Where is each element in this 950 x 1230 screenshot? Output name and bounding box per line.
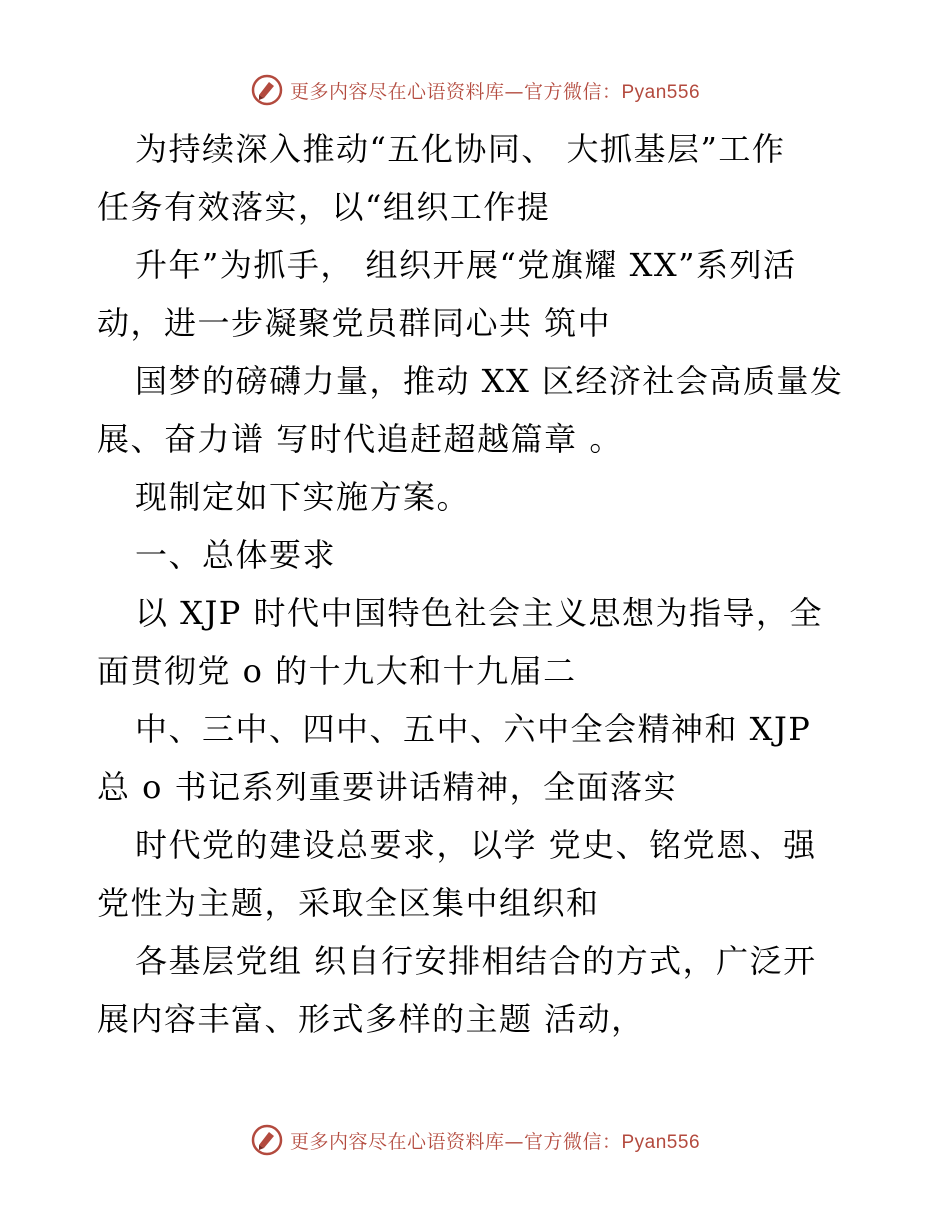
text-line: 以 XJP 时代中国特色社会主义思想为指导，全 bbox=[135, 594, 823, 632]
footer-watermark-banner bbox=[0, 1120, 950, 1160]
text-line: 任务有效落实，以“组织工作提 bbox=[97, 188, 551, 226]
text-line: 为持续深入推动“五化协同、 大抓基层”工作 bbox=[135, 130, 786, 168]
text-line: 升年”为抓手， 组织开展“党旗耀 XX”系列活 bbox=[135, 246, 797, 284]
text-line: 现制定如下实施方案。 bbox=[135, 478, 471, 516]
brand-logo-icon bbox=[250, 1123, 284, 1157]
document-body bbox=[97, 120, 857, 1048]
text-line: 国梦的磅礴力量，推动 XX 区经济社会高质量发 bbox=[135, 362, 844, 400]
brand-logo-icon bbox=[250, 73, 284, 107]
text-line: 动，进一步凝聚党员群同心共 筑中 bbox=[97, 304, 612, 342]
text-line: 面贯彻党 o 的十九大和十九届二 bbox=[97, 652, 577, 690]
text-line: 展内容丰富、形式多样的主题 活动， bbox=[97, 1000, 645, 1038]
text-line: 各基层党组 织自行安排相结合的方式，广泛开 bbox=[135, 942, 817, 980]
header-watermark-banner bbox=[0, 70, 950, 110]
header-watermark-text: 更多内容尽在心语资料库—官方微信：Pyan556 bbox=[289, 80, 701, 103]
text-line: 总 o 书记系列重要讲话精神，全面落实 bbox=[97, 768, 678, 806]
footer-watermark-text: 更多内容尽在心语资料库—官方微信：Pyan556 bbox=[289, 1130, 701, 1153]
text-line: 一、总体要求 bbox=[135, 536, 337, 574]
text-line: 党性为主题，采取全区集中组织和 bbox=[97, 884, 600, 922]
text-line: 时代党的建设总要求，以学 党史、铭党恩、强 bbox=[135, 826, 817, 864]
text-line: 中、三中、四中、五中、六中全会精神和 XJP bbox=[135, 710, 812, 748]
text-line: 展、奋力谱 写时代追赶超越篇章 。 bbox=[97, 420, 623, 458]
